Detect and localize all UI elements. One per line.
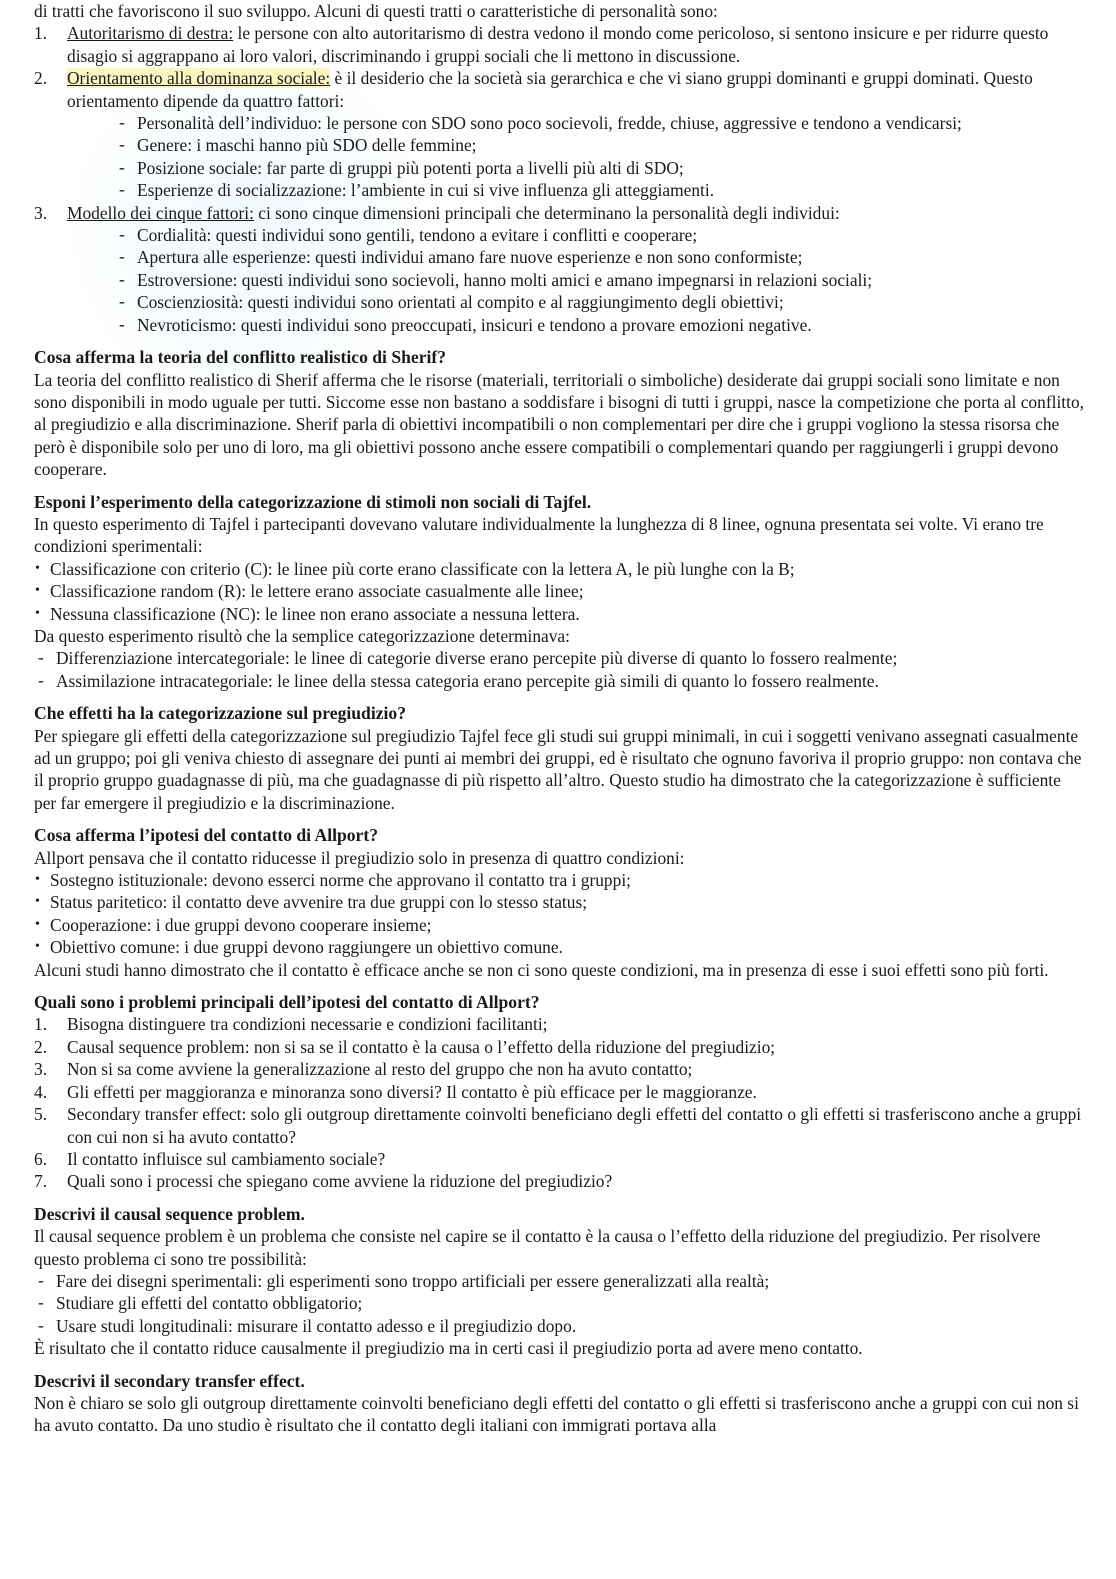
bullet-list — [34, 869, 1086, 959]
list-item — [34, 1081, 1086, 1103]
list-item: - Coscienziosità: questi individui sono orientati al compito e al raggiungimento degli obiettivi; — [115, 291, 1086, 313]
list-item: - Fare dei disegni sperimentali: gli esperimenti sono troppo artificiali per essere generalizzati alla realtà; — [34, 1270, 1086, 1292]
section-categorization-prejudice — [34, 702, 1086, 814]
section-paragraph: È risultato che il contatto riduce causalmente il pregiudizio ma in certi casi il pregiudizio porta ad avere meno contatto. — [34, 1338, 863, 1359]
trait-number: 2. — [34, 68, 48, 89]
list-item: - Studiare gli effetti del contatto obbligatorio; — [34, 1292, 1086, 1314]
big-five-list — [67, 224, 1086, 336]
item-text: Bisogna distinguere tra condizioni necessarie e condizioni facilitanti; — [67, 1014, 548, 1035]
section-paragraph: Non è chiaro se solo gli outgroup direttamente coinvolti beneficiano degli effetti del contatto o gli effetti si trasferiscono anche a gruppi con cui non si ha avuto contatto. Da uno studio è risultato che il contatto degli italiani con immigrati portava alla — [34, 1392, 1079, 1436]
list-item — [34, 1148, 1086, 1170]
document-page — [34, 0, 1086, 1437]
list-item: - Estroversione: questi individui sono socievoli, hanno molti amici e amano impegnarsi in relazioni sociali; — [115, 269, 1086, 291]
trait-text: è il desiderio che la società sia gerarchica e che vi siano gruppi dominanti e gruppi dominati. Questo orientamento dipende da quattro fattori: — [67, 68, 1033, 111]
section-heading: Esponi l’esperimento della categorizzazione di stimoli non sociali di Tajfel. — [34, 491, 592, 512]
section-paragraph: Per spiegare gli effetti della categorizzazione sul pregiudizio Tajfel fece gli studi sui gruppi minimali, in cui i soggetti venivano assegnati casualmente ad un gruppo; poi gli veniva chiesto di assegnare dei punti ai membri dei gruppi, ed è risultato che ognuno favoriva il proprio gruppo: non contava che il proprio gruppo guadagnasse di più, ma che guadagnasse di più rispetto all’altro. Questo studio ha dimostrato che la categorizzazione è sufficiente per far emergere il pregiudizio e la discriminazione. — [34, 725, 1082, 813]
list-item: - Differenziazione intercategoriale: le linee di categorie diverse erano percepite più diverse di quanto lo fossero realmente; — [34, 647, 1086, 669]
trait-item — [34, 67, 1086, 201]
section-paragraph: Allport pensava che il contatto riducesse il pregiudizio solo in presenza di quattro condizioni: — [34, 847, 685, 868]
trait-text: le persone con alto autoritarismo di destra vedono il mondo come pericoloso, si sentono insicure e per ridurre questo disagio si aggrappano ai loro valori, discriminando i gruppi sociali che li mettono in discussione. — [67, 23, 1049, 66]
list-item: - Esperienze di socializzazione: l’ambiente in cui si vive influenza gli atteggiamenti. — [115, 179, 1086, 201]
trait-number: 3. — [34, 202, 48, 223]
section-paragraph: In questo esperimento di Tajfel i partecipanti dovevano valutare individualmente la lunghezza di 8 linee, ognuna presentata sei volte. Vi erano tre condizioni sperimentali: — [34, 513, 1044, 557]
list-item — [34, 1170, 1086, 1192]
item-number: 2. — [34, 1036, 48, 1057]
item-text: Il contatto influisce sul cambiamento sociale? — [67, 1148, 386, 1169]
item-text: Quali sono i processi che spiegano come avviene la riduzione del pregiudizio? — [67, 1171, 613, 1192]
list-item: - Personalità dell’individuo: le persone con SDO sono poco socievoli, fredde, chiuse, aggressive e tendono a vendicarsi; — [115, 112, 1086, 134]
section-heading: Cosa afferma la teoria del conflitto realistico di Sherif? — [34, 347, 447, 368]
section-heading: Quali sono i problemi principali dell’ipotesi del contatto di Allport? — [34, 992, 540, 1013]
list-item: - Apertura alle esperienze: questi individui amano fare nuove esperienze e non sono conformiste; — [115, 246, 1086, 268]
dash-list — [34, 1270, 1086, 1337]
section-heading: Che effetti ha la categorizzazione sul pregiudizio? — [34, 703, 407, 724]
item-number: 4. — [34, 1081, 48, 1102]
section-heading: Descrivi il secondary transfer effect. — [34, 1370, 305, 1391]
item-text: Non si sa come avviene la generalizzazione al resto del gruppo che non ha avuto contatto; — [67, 1059, 693, 1080]
sdo-factors-list — [67, 112, 1086, 202]
list-item — [34, 1058, 1086, 1080]
section-heading: Descrivi il causal sequence problem. — [34, 1203, 305, 1224]
section-paragraph: La teoria del conflitto realistico di Sherif afferma che le risorse (materiali, territoriali o simboliche) desiderate dai gruppi sociali sono limitate e non sono disponibili in modo uguale per tutti. Siccome esse non bastano a soddisfare i bisogni di tutti i gruppi, nasce la competizione che porta al conflitto, al pregiudizio e alla discriminazione. Sherif parla di obiettivi incompatibili o non complementari per dire che i gruppi vogliono la stessa risorsa che però è disponibile solo per uno di loro, ma gli obiettivi possono anche essere compatibili o complementari quando per raggiungerli i gruppi devono cooperare. — [34, 369, 1084, 480]
section-secondary-transfer — [34, 1370, 1086, 1437]
personality-traits-list — [34, 22, 1086, 336]
section-paragraph: Alcuni studi hanno dimostrato che il contatto è efficace anche se non ci sono queste condizioni, ma in presenza di esse i suoi effetti sono più forti. — [34, 959, 1049, 980]
section-allport-problems — [34, 991, 1086, 1193]
trait-title: Autoritarismo di destra: — [67, 23, 234, 44]
bullet-list — [34, 558, 1086, 625]
item-number: 7. — [34, 1171, 48, 1192]
section-sherif — [34, 346, 1086, 480]
intro-paragraph: di tratti che favoriscono il suo sviluppo. Alcuni di questi tratti o caratteristiche di personalità sono: — [34, 1, 718, 21]
list-item: • Cooperazione: i due gruppi devono cooperare insieme; — [34, 914, 1086, 936]
section-paragraph: Il causal sequence problem è un problema che consiste nel capire se il contatto è la causa o l’effetto della riduzione del pregiudizio. Per risolvere questo problema ci sono tre possibilità: — [34, 1226, 1041, 1269]
trait-text: ci sono cinque dimensioni principali che determinano la personalità degli individui: — [253, 202, 840, 223]
item-text: Causal sequence problem: non si sa se il contatto è la causa o l’effetto della riduzione del pregiudizio; — [67, 1036, 776, 1057]
trait-number: 1. — [34, 23, 48, 44]
item-number: 6. — [34, 1148, 48, 1169]
list-item — [34, 1036, 1086, 1058]
list-item: - Posizione sociale: far parte di gruppi più potenti porta a livelli più alti di SDO; — [115, 157, 1086, 179]
trait-title: Orientamento alla dominanza sociale: — [67, 68, 331, 89]
section-causal-sequence — [34, 1203, 1086, 1360]
section-allport-contact — [34, 824, 1086, 981]
section-heading: Cosa afferma l’ipotesi del contatto di Allport? — [34, 825, 379, 846]
trait-title: Modello dei cinque fattori: — [67, 202, 254, 223]
item-text: Gli effetti per maggioranza e minoranza sono diversi? Il contatto è più efficace per le maggioranze. — [67, 1081, 757, 1102]
list-item: - Cordialità: questi individui sono gentili, tendono a evitare i conflitti e cooperare; — [115, 224, 1086, 246]
item-text: Secondary transfer effect: solo gli outgroup direttamente coinvolti beneficiano degli effetti del contatto o gli effetti si trasferiscono anche a gruppi con cui non si ha avuto contatto? — [67, 1104, 1082, 1147]
list-item — [34, 1013, 1086, 1035]
list-item: - Usare studi longitudinali: misurare il contatto adesso e il pregiudizio dopo. — [34, 1315, 1086, 1337]
item-number: 1. — [34, 1014, 48, 1035]
list-item: - Nevroticismo: questi individui sono preoccupati, insicuri e tendono a provare emozioni negative. — [115, 314, 1086, 336]
list-item: • Obiettivo comune: i due gruppi devono raggiungere un obiettivo comune. — [34, 936, 1086, 958]
section-paragraph: Da questo esperimento risultò che la semplice categorizzazione determinava: — [34, 625, 570, 646]
list-item: - Genere: i maschi hanno più SDO delle femmine; — [115, 134, 1086, 156]
list-item: • Nessuna classificazione (NC): le linee non erano associate a nessuna lettera. — [34, 603, 1086, 625]
item-number: 5. — [34, 1104, 48, 1125]
dash-list — [34, 647, 1086, 692]
numbered-list — [34, 1013, 1086, 1192]
item-number: 3. — [34, 1059, 48, 1080]
list-item: • Classificazione con criterio (C): le linee più corte erano classificate con la lettera A, le più lunghe con la B; — [34, 558, 1086, 580]
trait-item — [34, 202, 1086, 336]
list-item: - Assimilazione intracategoriale: le linee della stessa categoria erano percepite già simili di quanto lo fossero realmente. — [34, 670, 1086, 692]
list-item: • Status paritetico: il contatto deve avvenire tra due gruppi con lo stesso status; — [34, 891, 1086, 913]
section-tajfel-experiment — [34, 491, 1086, 693]
trait-item — [34, 22, 1086, 67]
list-item — [34, 1103, 1086, 1148]
list-item: • Classificazione random (R): le lettere erano associate casualmente alle linee; — [34, 580, 1086, 602]
list-item: • Sostegno istituzionale: devono esserci norme che approvano il contatto tra i gruppi; — [34, 869, 1086, 891]
